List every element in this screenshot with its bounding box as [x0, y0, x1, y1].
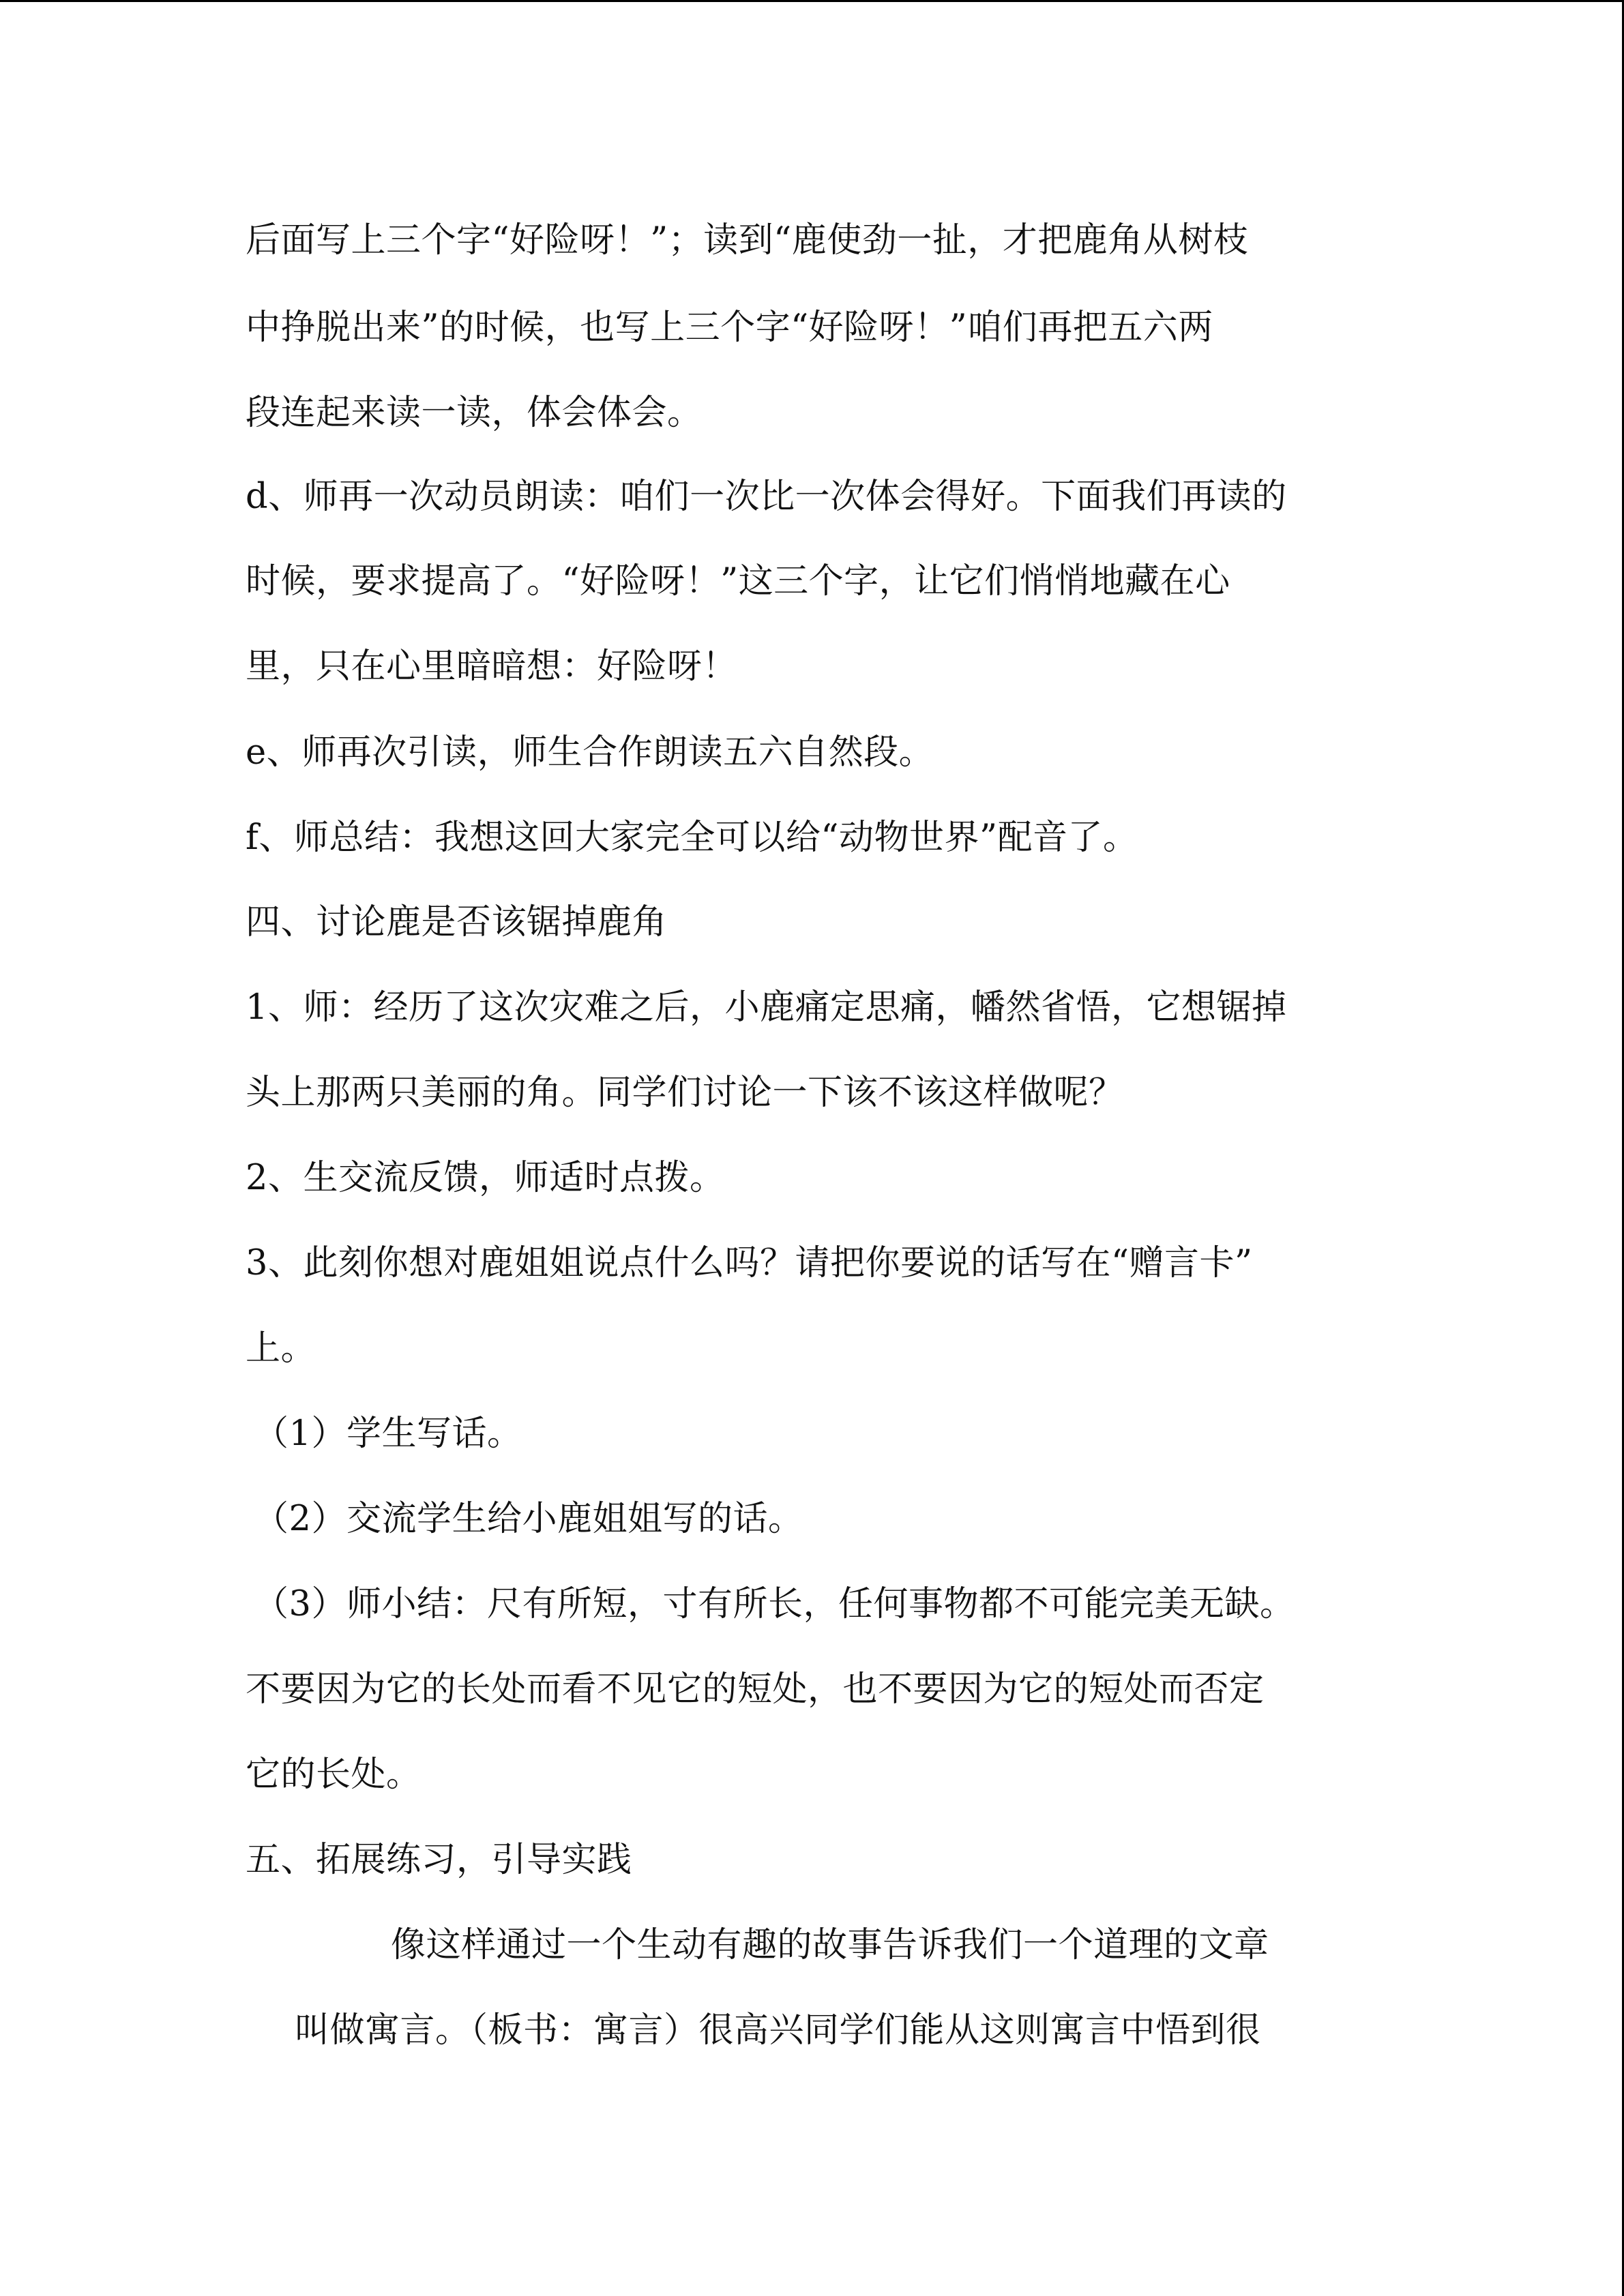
- section-heading: 五、拓展练习，引导实践: [246, 1840, 632, 1880]
- text-line: e、师再次引读，师生合作朗读五六自然段。: [246, 732, 934, 773]
- text-line: 中挣脱出来”的时候，也写上三个字“好险呀！”咱们再把五六两: [246, 308, 1213, 348]
- text-line: 3、此刻你想对鹿姐姐说点什么吗？请把你要说的话写在“赠言卡”: [246, 1243, 1253, 1283]
- list-item: （1）学生写话。: [254, 1414, 522, 1454]
- text-line: f、师总结：我想这回大家完全可以给“动物世界”配音了。: [246, 818, 1138, 858]
- text-line: 后面写上三个字“好险呀！”；读到“鹿使劲一扯，才把鹿角从树枝: [246, 220, 1249, 260]
- text-line: 时候，要求提高了。“好险呀！”这三个字，让它们悄悄地藏在心: [246, 561, 1230, 601]
- list-item: （3）师小结：尺有所短，寸有所长，任何事物都不可能完美无缺。: [254, 1584, 1295, 1624]
- paragraph-line: 叫做寓言。（板书：寓言）很高兴同学们能从这则寓言中悟到很: [295, 2010, 1261, 2051]
- text-line: 它的长处。: [246, 1755, 422, 1795]
- text-line: 里，只在心里暗暗想：好险呀！: [246, 646, 738, 687]
- text-line: d、师再一次动员朗读：咱们一次比一次体会得好。下面我们再读的: [246, 477, 1287, 517]
- section-heading: 四、讨论鹿是否该锯掉鹿角: [246, 902, 668, 942]
- text-line: 1、师：经历了这次灾难之后，小鹿痛定思痛，幡然省悟，它想锯掉: [246, 987, 1287, 1028]
- text-line: 2、生交流反馈，师适时点拨。: [246, 1158, 725, 1198]
- text-line: 头上那两只美丽的角。同学们讨论一下该不该这样做呢？: [246, 1073, 1124, 1113]
- paragraph-line: 像这样通过一个生动有趣的故事告诉我们一个道理的文章: [391, 1925, 1269, 1965]
- text-line: 上。: [246, 1328, 316, 1369]
- text-line: 不要因为它的长处而看不见它的短处，也不要因为它的短处而否定: [246, 1669, 1265, 1710]
- text-line: 段连起来读一读，体会体会。: [246, 393, 703, 433]
- list-item: （2）交流学生给小鹿姐姐写的话。: [254, 1499, 803, 1539]
